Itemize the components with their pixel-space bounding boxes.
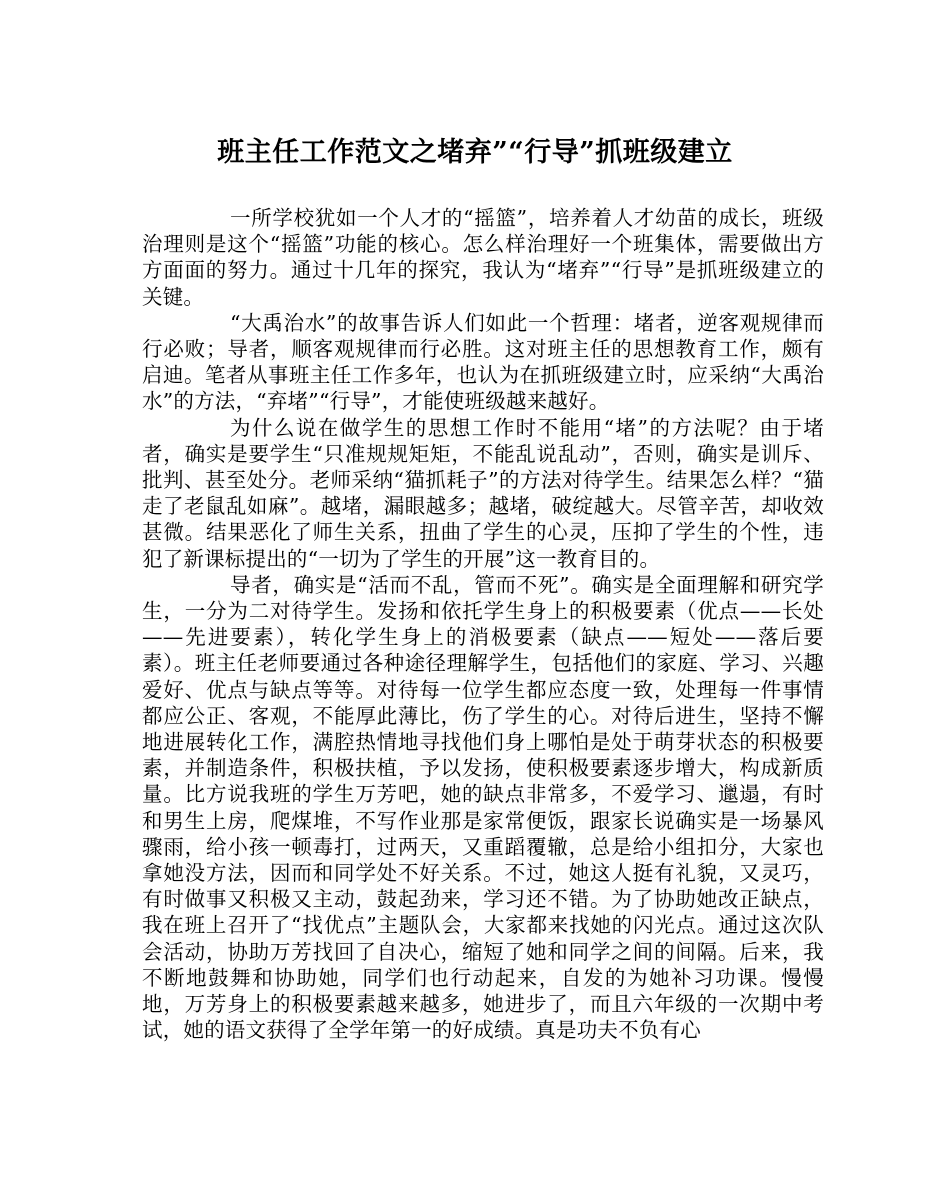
paragraph-2: “大禹治水”的故事告诉人们如此一个哲理：堵者，逆客观规律而行必败；导者，顺客观规律而行必胜。这对班主任的思想教育工作，颇有启迪。笔者从事班主任工作多年，也认为在抓班级建立时，应采纳“大禹治水”的方法，“弃堵”“行导”，才能使班级越来越好。: [142, 310, 824, 414]
paragraph-1: 一所学校犹如一个人才的“摇篮”，培养着人才幼苗的成长，班级治理则是这个“摇篮”功能的核心。怎么样治理好一个班集体，需要做出方方面面的努力。通过十几年的探究，我认为“堵弃”“行导”是抓班级建立的关键。: [142, 206, 824, 309]
document-body: [142, 205, 824, 1044]
paragraph-3: 为什么说在做学生的思想工作时不能用“堵”的方法呢？由于堵者，确实是要学生“只准规规矩矩，不能乱说乱动”，否则，确实是训斥、批判、甚至处分。老师采纳“猫抓耗子”的方法对待学生。结果怎么样？“猫走了老鼠乱如麻”。越堵，漏眼越多；越堵，破绽越大。尽管辛苦，却收效甚微。结果恶化了师生关系，扭曲了学生的心灵，压抑了学生的个性，违犯了新课标提出的“一切为了学生的开展”这一教育目的。: [142, 415, 824, 571]
paragraph-4: 导者，确实是“活而不乱，管而不死”。确实是全面理解和研究学生，一分为二对待学生。发扬和依托学生身上的积极要素（优点——长处——先进要素），转化学生身上的消极要素（缺点——短处——落后要素）。班主任老师要通过各种途径理解学生，包括他们的家庭、学习、兴趣爱好、优点与缺点等等。对待每一位学生都应态度一致，处理每一件事情都应公正、客观，不能厚此薄比，伤了学生的心。对待后进生，坚持不懈地进展转化工作，满腔热情地寻找他们身上哪怕是处于萌芽状态的积极要素，并制造条件，积极扶植，予以发扬，使积极要素逐步增大，构成新质量。比方说我班的学生万芳吧，她的缺点非常多，不爱学习、邋遢，有时和男生上房，爬煤堆，不写作业那是家常便饭，跟家长说确实是一场暴风骤雨，给小孩一顿毒打，过两天，又重蹈覆辙，总是给小组扣分，大家也拿她没方法，因而和同学处不好关系。不过，她这人挺有礼貌，又灵巧，有时做事又积极又主动，鼓起劲来，学习还不错。为了协助她改正缺点，我在班上召开了“找优点”主题队会，大家都来找她的闪光点。通过这次队会活动，协助万芳找回了自决心，缩短了她和同学之间的间隔。后来，我不断地鼓舞和协助她，同学们也行动起来，自发的为她补习功课。慢慢地，万芳身上的积极要素越来越多，她进步了，而且六年级的一次期中考试，她的语文获得了全学年第一的好成绩。真是功夫不负有心: [142, 572, 824, 1043]
document-title: 班主任工作范文之堵弃”“行导”抓班级建立: [217, 137, 733, 168]
